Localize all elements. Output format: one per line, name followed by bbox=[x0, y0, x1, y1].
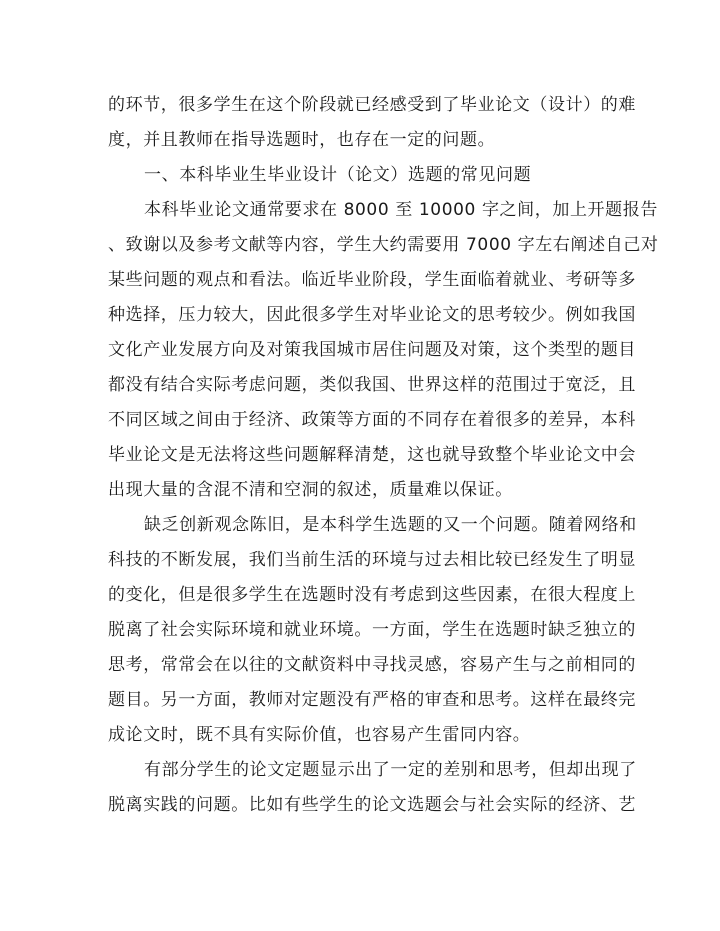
text-line: 都没有结合实际考虑问题，类似我国、世界这样的范围过于宽泛，且 bbox=[108, 375, 636, 395]
text-line: 度，并且教师在指导选题时，也存在一定的问题。 bbox=[108, 130, 496, 150]
text-line: 成论文时，既不具有实际价值，也容易产生雷同内容。 bbox=[108, 725, 531, 745]
text-line: 文化产业发展方向及对策我国城市居住问题及对策，这个类型的题目 bbox=[108, 340, 636, 360]
text-line: 毕业论文是无法将这些问题解释清楚，这也就导致整个毕业论文中会 bbox=[108, 445, 636, 465]
text-line: 、致谢以及参考文献等内容，学生大约需要用 7000 字左右阐述自己对 bbox=[108, 235, 659, 255]
text-line: 不同区域之间由于经济、政策等方面的不同存在着很多的差异，本科 bbox=[108, 410, 636, 430]
paragraph-start: 缺乏创新观念陈旧，是本科学生选题的又一个问题。随着网络和 bbox=[144, 515, 637, 535]
text-line: 思考，常常会在以往的文献资料中寻找灵感，容易产生与之前相同的 bbox=[108, 655, 636, 675]
section-heading: 一、本科毕业生毕业设计（论文）选题的常见问题 bbox=[144, 165, 532, 185]
paragraph-start: 本科毕业论文通常要求在 8000 至 10000 字之间，加上开题报告 bbox=[144, 200, 658, 220]
paragraph-start: 有部分学生的论文定题显示出了一定的差别和思考，但却出现了 bbox=[144, 760, 637, 780]
text-line: 脱离了社会实际环境和就业环境。一方面，学生在选题时缺乏独立的 bbox=[108, 620, 636, 640]
text-line: 脱离实践的问题。比如有些学生的论文选题会与社会实际的经济、艺 bbox=[108, 795, 636, 815]
text-line: 的变化，但是很多学生在选题时没有考虑到这些因素，在很大程度上 bbox=[108, 585, 636, 605]
text-line: 的环节，很多学生在这个阶段就已经感受到了毕业论文（设计）的难 bbox=[108, 95, 636, 115]
text-line: 种选择，压力较大，因此很多学生对毕业论文的思考较少。例如我国 bbox=[108, 305, 636, 325]
text-line: 出现大量的含混不清和空洞的叙述，质量难以保证。 bbox=[108, 480, 513, 500]
text-line: 某些问题的观点和看法。临近毕业阶段，学生面临着就业、考研等多 bbox=[108, 270, 636, 290]
text-line: 科技的不断发展，我们当前生活的环境与过去相比较已经发生了明显 bbox=[108, 550, 636, 570]
text-line: 题目。另一方面，教师对定题没有严格的审查和思考。这样在最终完 bbox=[108, 690, 636, 710]
